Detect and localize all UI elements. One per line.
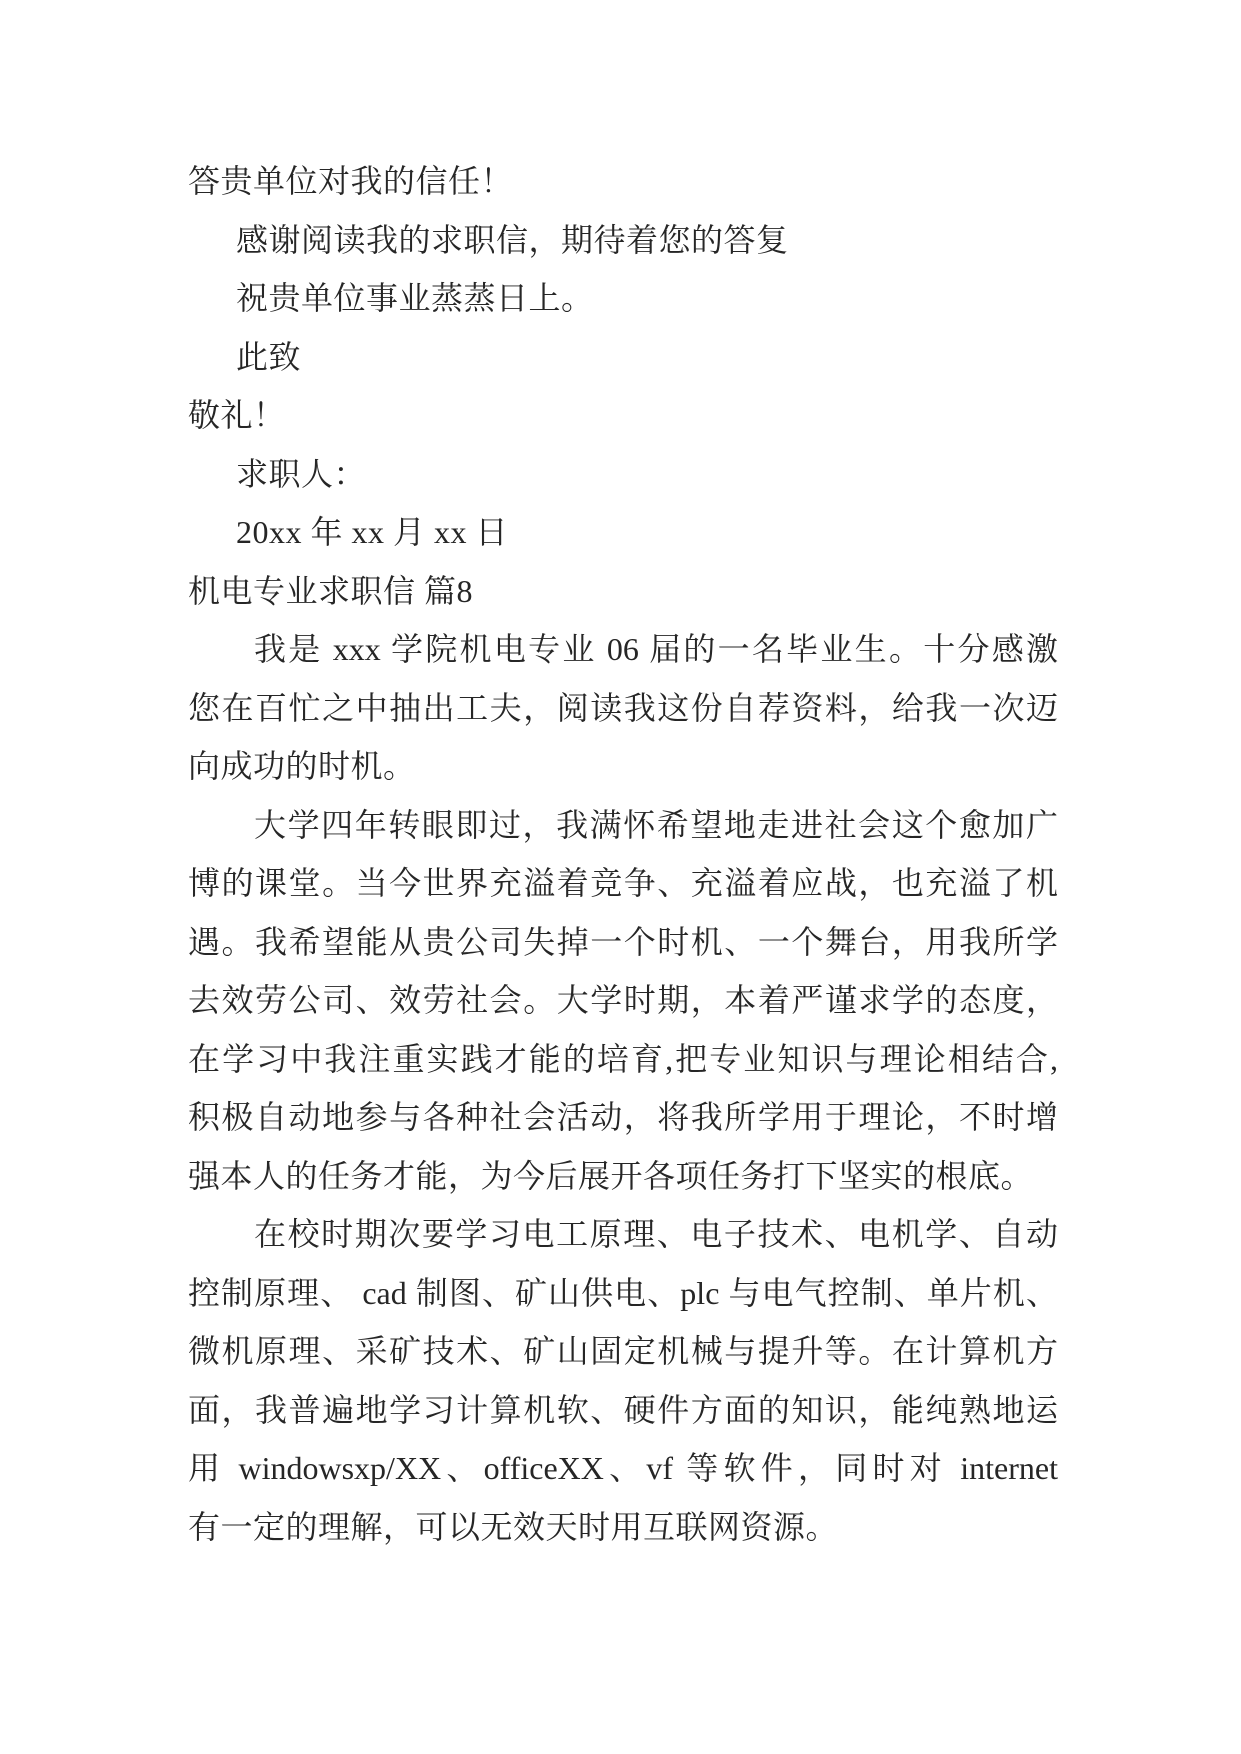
text-line: 祝贵单位事业蒸蒸日上。 xyxy=(236,280,594,316)
date-line: 20xx 年 xx 月 xx 日 xyxy=(236,514,509,550)
text-line: 遇。我希望能从贵公司失掉一个时机、一个舞台，用我所学 xyxy=(188,923,1058,960)
text-line: 博的课堂。当今世界充溢着竞争、充溢着应战，也充溢了机 xyxy=(188,865,1058,901)
text-line: 用 windowsxp/XX、officeXX、vf 等软件，同时对 internet xyxy=(188,1450,1058,1486)
text-line: 在学习中我注重实践才能的培育,把专业知识与理论相结合, xyxy=(188,1040,1058,1077)
text-line: 此致 xyxy=(236,338,302,375)
text-line: 在校时期次要学习电工原理、电子技术、电机学、自动 xyxy=(254,1216,1058,1252)
text-line: 有一定的理解，可以无效天时用互联网资源。 xyxy=(188,1508,839,1545)
text-line: 控制原理、 cad 制图、矿山供电、plc 与电气控制、单片机、 xyxy=(188,1274,1058,1311)
text-line: 向成功的时机。 xyxy=(188,748,416,784)
text-line: 强本人的任务才能，为今后展开各项任务打下坚实的根底。 xyxy=(188,1157,1034,1194)
text-line: 我是 xxx 学院机电专业 06 届的一名毕业生。十分感激 xyxy=(254,631,1058,667)
text-line: 感谢阅读我的求职信，期待着您的答复 xyxy=(236,221,789,258)
text-line: 微机原理、采矿技术、矿山固定机械与提升等。在计算机方 xyxy=(188,1333,1058,1369)
text-line: 您在百忙之中抽出工夫，阅读我这份自荐资料，给我一次迈 xyxy=(188,689,1058,726)
document-body-text xyxy=(188,152,1058,1556)
text-line: 积极自动地参与各种社会活动，将我所学用于理论，不时增 xyxy=(188,1099,1058,1135)
text-line: 敬礼！ xyxy=(188,397,286,433)
section-heading: 机电专业求职信 篇8 xyxy=(188,572,474,609)
signature-line: 求职人： xyxy=(236,455,367,492)
text-line: 面，我普遍地学习计算机软、硬件方面的知识，能纯熟地运 xyxy=(188,1391,1058,1428)
text-line: 大学四年转眼即过，我满怀希望地走进社会这个愈加广 xyxy=(254,806,1058,843)
text-line: 去效劳公司、效劳社会。大学时期，本着严谨求学的态度， xyxy=(188,982,1058,1018)
text-line: 答贵单位对我的信任！ xyxy=(188,163,514,199)
